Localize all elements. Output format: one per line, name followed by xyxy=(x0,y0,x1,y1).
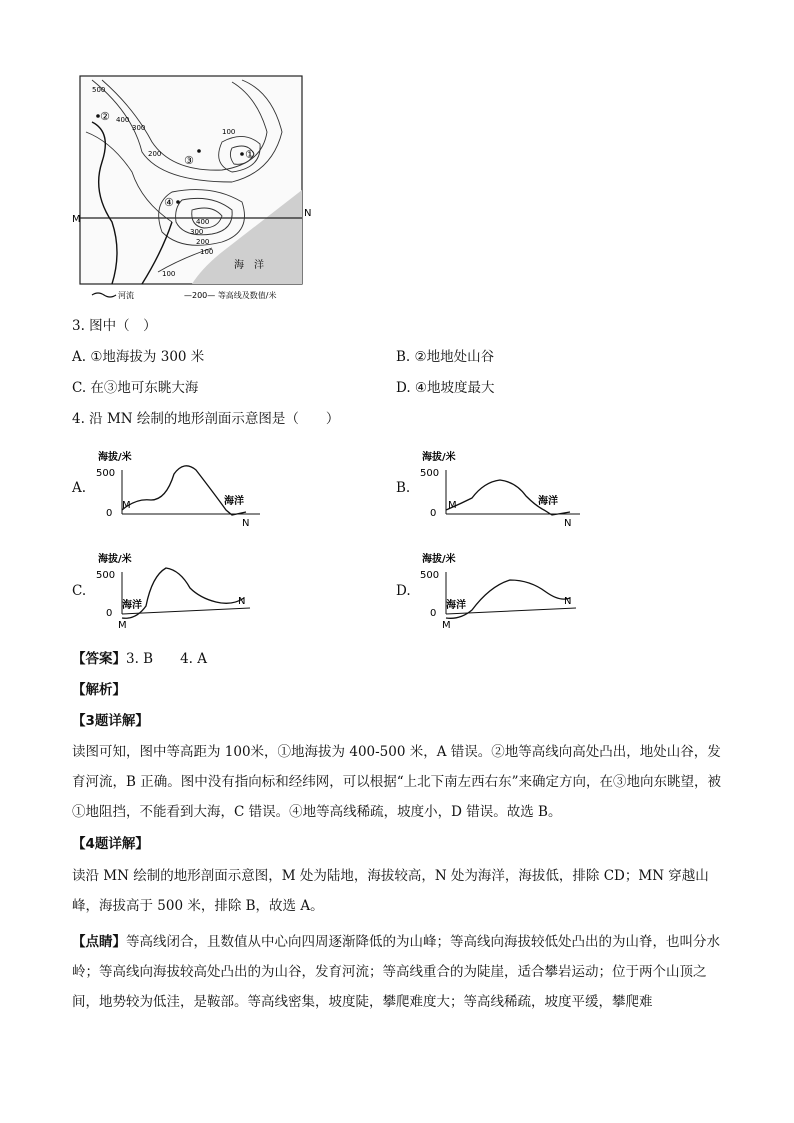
q3-option-b: B. ②地地处山谷 xyxy=(396,349,495,365)
profile-a-curve xyxy=(122,466,246,515)
legend-contour: —200— 等高线及数值/米 xyxy=(184,291,277,300)
profile-d-sea: 海洋 xyxy=(446,600,466,611)
q4-stem: 4. 沿 MN 绘制的地形剖面示意图是（ ） xyxy=(72,411,340,427)
q4-option-a-label: A. xyxy=(72,480,87,496)
profile-d xyxy=(420,548,592,632)
profile-b-y500: 500 xyxy=(420,468,440,479)
profile-a-ylabel: 海拔/米 xyxy=(98,452,132,463)
profile-a-m: M xyxy=(122,500,131,511)
answer-line xyxy=(72,650,207,668)
tip-text: 等高线闭合，且数值从中心向四周逐渐降低的为山峰；等高线向海拔较低处凸出的为山脊，也叫分水岭；等高线向海拔较高处凸出的为山谷，发育河流；等高线重合的为陡崖，适合攀岩运动；位于两个山顶之间，地势较为低洼，是鞍部。等高线密集，坡度陡，攀爬难度大；等高线稀疏，坡度平缓，攀爬难 xyxy=(72,934,720,1010)
point-1-marker xyxy=(240,152,244,156)
profile-b-n: N xyxy=(564,518,572,528)
profile-d-ylabel: 海拔/米 xyxy=(422,554,456,565)
label-n: N xyxy=(304,208,312,219)
profile-c-y500: 500 xyxy=(96,570,116,581)
contour-label-400: 400 xyxy=(116,116,130,124)
profile-a xyxy=(96,446,268,528)
contour-label-200: 200 xyxy=(148,150,162,158)
profile-d-y500: 500 xyxy=(420,570,440,581)
q4-option-c-label: C. xyxy=(72,583,87,599)
point-4-marker xyxy=(176,200,180,204)
profile-b xyxy=(420,446,592,528)
legend-river-symbol xyxy=(92,293,116,297)
contour-label-300: 300 xyxy=(132,124,146,132)
profile-c-y0: 0 xyxy=(106,608,113,619)
profile-a-y500: 500 xyxy=(96,468,116,479)
q3-option-d: D. ④地坡度最大 xyxy=(396,380,495,396)
ridge-label-400: 400 xyxy=(196,218,210,226)
profile-c-ylabel: 海拔/米 xyxy=(98,554,132,565)
profile-d-m: M xyxy=(442,620,451,631)
q3-stem: 3. 图中（ ） xyxy=(72,318,157,334)
d3-label: 【3题详解】 xyxy=(72,713,149,729)
analysis-label: 【解析】 xyxy=(72,682,126,698)
label-point-4: ④ xyxy=(164,196,174,209)
label-m: M xyxy=(72,214,81,225)
label-point-3: ③ xyxy=(184,154,194,167)
q4-option-d-label: D. xyxy=(396,583,411,599)
profile-c xyxy=(96,548,268,632)
bottom-label-100: 100 xyxy=(162,270,176,278)
profile-d-y0: 0 xyxy=(430,608,437,619)
profile-c-m: M xyxy=(118,620,127,631)
legend-river: 河流 xyxy=(118,291,134,300)
q4-option-b-label: B. xyxy=(396,480,411,496)
contour-label-100: 100 xyxy=(222,128,236,136)
d4-text: 读沿 MN 绘制的地形剖面示意图，M 处为陆地，海拔较高，N 处为海洋，海拔低，排除 CD；MN 穿越山峰，海拔高于 500 米，排除 B，故选 A。 xyxy=(72,868,709,914)
contour-label-500: 500 xyxy=(92,86,106,94)
profile-c-sea: 海洋 xyxy=(122,600,142,611)
q3-option-a: A. ①地海拔为 300 米 xyxy=(72,349,205,365)
profile-b-sea: 海洋 xyxy=(538,496,558,507)
tip-paragraph xyxy=(72,927,722,1017)
q3-option-c: C. 在③地可东眺大海 xyxy=(72,380,199,396)
profile-b-ylabel: 海拔/米 xyxy=(422,452,456,463)
sea-label: 海 洋 xyxy=(234,260,264,271)
profile-c-n: N xyxy=(238,596,246,607)
label-point-2: ② xyxy=(100,110,110,123)
d3-text: 读图可知，图中等高距为 100米，①地海拔为 400-500 米，A 错误。②地等高线向高处凸出，地处山谷，发育河流，B 正确。图中没有指向标和经纬网，可以根据“上北下南左西右东”来确定方向，在③地向东眺望，被①地阻挡，不能看到大海，C 错误。④地等高线稀疏，坡度小，D 错误。故选 B。 xyxy=(72,744,722,820)
profile-d-n: N xyxy=(564,596,572,607)
answer-label: 【答案】 xyxy=(72,651,126,667)
ridge-label-100: 100 xyxy=(200,248,214,256)
ridge-label-200: 200 xyxy=(196,238,210,246)
contour-map-figure xyxy=(72,72,312,304)
point-3-marker xyxy=(197,149,201,153)
ridge-label-300: 300 xyxy=(190,228,204,236)
profile-b-m: M xyxy=(448,500,457,511)
answer-text: 3. B 4. A xyxy=(126,651,208,667)
profile-a-sea: 海洋 xyxy=(224,496,244,507)
d4-label: 【4题详解】 xyxy=(72,836,149,852)
profile-a-y0: 0 xyxy=(106,508,113,519)
tip-label: 【点睛】 xyxy=(72,934,126,950)
label-point-1: ① xyxy=(245,148,255,161)
profile-b-y0: 0 xyxy=(430,508,437,519)
profile-a-n: N xyxy=(242,518,250,528)
